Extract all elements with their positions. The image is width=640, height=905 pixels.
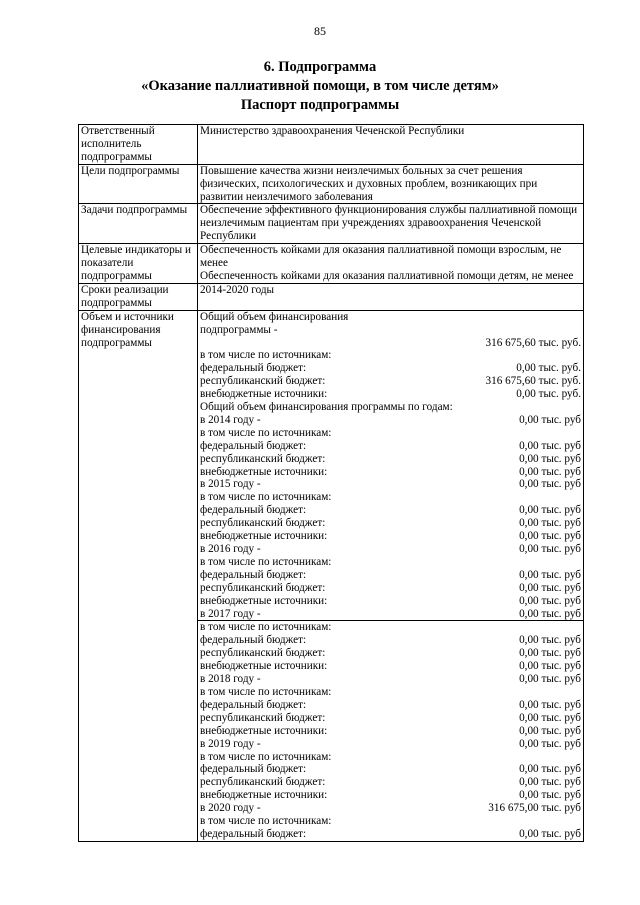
year-2014-sources: в том числе по источникам: [200, 426, 332, 439]
terms-value: 2014-2020 годы [198, 283, 584, 310]
year-2019-extra [200, 789, 581, 802]
year-2018-federal-value: 0,00 тыс. руб [519, 698, 581, 711]
year-2016-federal-value: 0,00 тыс. руб [519, 568, 581, 581]
year-2018-extra-value: 0,00 тыс. руб [519, 724, 581, 737]
year-2019-republic-label: республиканский бюджет: [200, 776, 326, 789]
indicators-value [198, 244, 584, 284]
year-2014-republic-label: республиканский бюджет: [200, 452, 326, 465]
year-2019-republic [200, 776, 581, 789]
row-tasks [79, 204, 584, 244]
year-2020-sources: в том числе по источникам: [200, 815, 332, 828]
funding-republic [200, 375, 581, 388]
indicator-children: Обеспеченность койками для оказания паллиативной помощи детям, не менее [200, 269, 574, 282]
year-2016-federal [200, 569, 581, 582]
year-2017-total [200, 608, 581, 621]
year-2020-value: 316 675,00 тыс. руб [488, 802, 581, 815]
year-2019-republic-value: 0,00 тыс. руб [519, 776, 581, 789]
year-2014-federal-label: федеральный бюджет: [200, 439, 307, 452]
table-continuation-divider [198, 620, 583, 634]
year-2015-extra-label: внебюджетные источники: [200, 530, 328, 543]
year-2019-federal-value: 0,00 тыс. руб [519, 763, 581, 776]
year-2018-federal [200, 699, 581, 712]
year-2014-value: 0,00 тыс. руб [519, 413, 581, 426]
year-2020-federal-label: федеральный бюджет: [200, 827, 307, 840]
year-2015-extra-value: 0,00 тыс. руб [519, 530, 581, 543]
year-2018-extra [200, 725, 581, 738]
year-2014-extra [200, 466, 581, 479]
year-2018-republic [200, 712, 581, 725]
funding-extra [200, 388, 581, 401]
year-2019-extra-label: внебюджетные источники: [200, 789, 328, 802]
funding-extra-label: внебюджетные источники: [200, 388, 328, 401]
year-2015-sources: в том числе по источникам: [200, 491, 332, 504]
year-2016-republic-value: 0,00 тыс. руб [519, 581, 581, 594]
executor-label: Ответственный исполнитель подпрограммы [79, 125, 198, 165]
year-2015-republic [200, 517, 581, 530]
year-2015-republic-label: республиканский бюджет: [200, 517, 326, 530]
year-2018-total [200, 673, 581, 686]
year-2019-federal [200, 763, 581, 776]
executor-value: Министерство здравоохранения Чеченской Республики [198, 125, 584, 165]
funding-sources-label: в том числе по источникам: [200, 349, 332, 362]
year-2016-label: в 2016 году - [200, 543, 261, 555]
year-2014-label: в 2014 году - [200, 413, 261, 426]
year-2017-federal-value: 0,00 тыс. руб [519, 634, 581, 647]
year-2017-extra [200, 660, 581, 673]
year-2015-value: 0,00 тыс. руб [519, 478, 581, 491]
year-2019-sources: в том числе по источникам: [200, 750, 332, 763]
year-2017-sources: в том числе по источникам: [200, 621, 332, 634]
title-line-2: «Оказание паллиативной помощи, в том числе детям» [141, 78, 499, 94]
row-terms [79, 283, 584, 310]
funding-federal [200, 362, 581, 375]
year-2015-total [200, 478, 581, 491]
year-2015-republic-value: 0,00 тыс. руб [519, 517, 581, 530]
year-2017-republic-label: республиканский бюджет: [200, 647, 326, 660]
terms-label: Сроки реализации подпрограммы [79, 283, 198, 310]
funding-total-value: 316 675,60 тыс. руб. [485, 336, 581, 349]
tasks-value: Обеспечение эффективного функционирования службы паллиативной помощи неизлечимым пациентам при учреждениях здравоохранения Чеченской Республики [198, 204, 584, 244]
funding-total [200, 337, 581, 350]
year-2015-label: в 2015 году - [200, 478, 261, 491]
year-2016-extra-value: 0,00 тыс. руб [519, 594, 581, 607]
year-2014-federal [200, 440, 581, 453]
funding-value [198, 310, 584, 841]
year-2018-republic-value: 0,00 тыс. руб [519, 711, 581, 724]
row-executor [79, 125, 584, 165]
year-2016-republic-label: республиканский бюджет: [200, 581, 326, 594]
year-2017-republic [200, 647, 581, 660]
year-2017-extra-label: внебюджетные источники: [200, 660, 328, 673]
page-title [0, 58, 640, 115]
year-2017-value: 0,00 тыс. руб [519, 607, 581, 620]
year-2015-federal-label: федеральный бюджет: [200, 504, 307, 517]
funding-republic-value: 316 675,60 тыс. руб. [485, 375, 581, 388]
year-2019-total [200, 738, 581, 751]
row-goals [79, 164, 584, 204]
year-2016-sources: в том числе по источникам: [200, 555, 332, 568]
goals-value: Повышение качества жизни неизлечимых больных за счет решения физических, психологических и духовных проблем, возникающих при развитии неизлечимого заболевания [198, 164, 584, 204]
funding-extra-value: 0,00 тыс. руб. [516, 388, 581, 401]
funding-republic-label: республиканский бюджет: [200, 375, 326, 388]
year-2019-value: 0,00 тыс. руб [519, 737, 581, 750]
funding-total-label-2: подпрограммы - [200, 323, 278, 336]
year-2018-value: 0,00 тыс. руб [519, 673, 581, 686]
year-2016-total [200, 543, 581, 556]
title-line-3: Паспорт подпрограммы [240, 97, 400, 113]
year-2017-extra-value: 0,00 тыс. руб [519, 660, 581, 673]
year-2018-label: в 2018 году - [200, 673, 261, 686]
year-2016-extra-label: внебюджетные источники: [200, 594, 328, 607]
page-number: 85 [314, 24, 326, 38]
year-2015-extra [200, 530, 581, 543]
year-2017-republic-value: 0,00 тыс. руб [519, 647, 581, 660]
year-2014-republic-value: 0,00 тыс. руб [519, 452, 581, 465]
indicators-label: Целевые индикаторы и показатели подпрограммы [79, 244, 198, 284]
year-2020-total [200, 802, 581, 815]
year-2018-sources: в том числе по источникам: [200, 685, 332, 698]
year-2019-extra-value: 0,00 тыс. руб [519, 789, 581, 802]
year-2018-extra-label: внебюджетные источники: [200, 724, 328, 737]
year-2015-federal [200, 504, 581, 517]
funding-total-label-1: Общий объем финансирования [200, 310, 349, 323]
funding-label: Объем и источники финансирования подпрограммы [79, 310, 198, 841]
year-2019-federal-label: федеральный бюджет: [200, 763, 307, 776]
year-2016-value: 0,00 тыс. руб [519, 543, 581, 555]
year-2020-label: в 2020 году - [200, 802, 261, 815]
year-2014-federal-value: 0,00 тыс. руб [519, 439, 581, 452]
year-2018-federal-label: федеральный бюджет: [200, 698, 307, 711]
year-2014-extra-value: 0,00 тыс. руб [519, 465, 581, 478]
funding-by-years-label: Общий объем финансирования программы по годам: [200, 401, 453, 414]
year-2017-federal [200, 634, 581, 647]
year-2014-total [200, 414, 581, 427]
row-indicators [79, 244, 584, 284]
year-2019-label: в 2019 году - [200, 737, 261, 750]
title-line-1: 6. Подпрограмма [263, 59, 377, 75]
tasks-label: Задачи подпрограммы [79, 204, 198, 244]
passport-table [78, 124, 584, 842]
indicator-adults: Обеспеченность койками для оказания паллиативной помощи взрослым, не менее [200, 244, 562, 270]
year-2017-label: в 2017 году - [200, 607, 261, 620]
funding-federal-label: федеральный бюджет: [200, 362, 307, 375]
year-2014-republic [200, 453, 581, 466]
year-2014-extra-label: внебюджетные источники: [200, 465, 328, 478]
funding-federal-value: 0,00 тыс. руб. [516, 362, 581, 375]
year-2017-federal-label: федеральный бюджет: [200, 634, 307, 647]
year-2016-extra [200, 595, 581, 608]
year-2018-republic-label: республиканский бюджет: [200, 711, 326, 724]
year-2020-federal [200, 828, 581, 841]
year-2015-federal-value: 0,00 тыс. руб [519, 504, 581, 517]
year-2020-federal-value: 0,00 тыс. руб [519, 827, 581, 840]
year-2016-federal-label: федеральный бюджет: [200, 568, 307, 581]
year-2016-republic [200, 582, 581, 595]
row-funding [79, 310, 584, 841]
goals-label: Цели подпрограммы [79, 164, 198, 204]
